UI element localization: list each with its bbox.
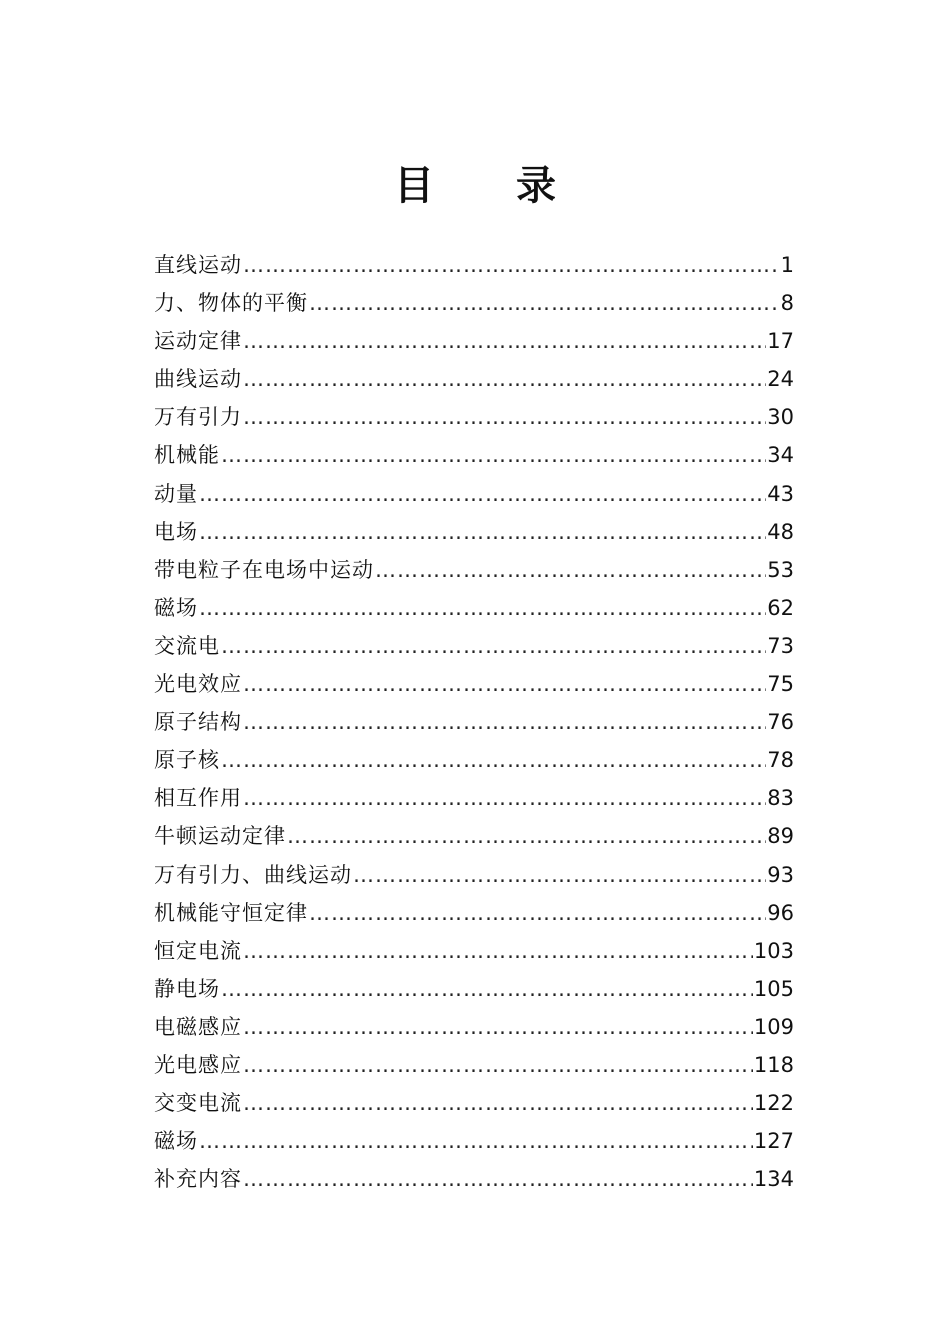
toc-page-number: 8 bbox=[780, 291, 794, 316]
toc-entry-title: 动量 bbox=[154, 481, 198, 506]
dot-leader bbox=[221, 627, 766, 665]
toc-page-number: 1 bbox=[780, 253, 794, 277]
table-of-contents bbox=[154, 246, 794, 1198]
toc-entry-title: 交变电流 bbox=[154, 1091, 242, 1116]
toc-entry-title: 光电效应 bbox=[154, 672, 242, 697]
toc-entry bbox=[154, 284, 794, 322]
toc-page-number: 122 bbox=[753, 1091, 794, 1116]
toc-entry bbox=[154, 360, 794, 398]
toc-entry-title: 相互作用 bbox=[154, 786, 242, 811]
toc-entry bbox=[154, 1084, 794, 1122]
toc-entry bbox=[154, 703, 794, 741]
toc-page-number: 127 bbox=[753, 1129, 794, 1154]
dot-leader bbox=[243, 246, 780, 284]
toc-entry bbox=[154, 970, 794, 1008]
toc-entry-title: 直线运动 bbox=[154, 253, 242, 277]
toc-entry-title: 万有引力、曲线运动 bbox=[154, 862, 352, 887]
toc-entry-title: 静电场 bbox=[154, 976, 220, 1001]
toc-entry-title: 原子结构 bbox=[154, 710, 242, 735]
toc-entry bbox=[154, 398, 794, 436]
toc-entry bbox=[154, 436, 794, 474]
dot-leader bbox=[221, 436, 766, 474]
dot-leader bbox=[199, 589, 766, 627]
toc-entry bbox=[154, 627, 794, 665]
dot-leader bbox=[199, 1122, 753, 1160]
dot-leader bbox=[243, 665, 766, 703]
toc-entry-title: 原子核 bbox=[154, 748, 220, 773]
dot-leader bbox=[243, 360, 766, 398]
toc-page-number: 43 bbox=[767, 481, 794, 506]
toc-entry-title: 力、物体的平衡 bbox=[154, 291, 308, 316]
toc-entry-title: 曲线运动 bbox=[154, 367, 242, 392]
dot-leader bbox=[243, 1084, 753, 1122]
toc-page-number: 78 bbox=[767, 748, 794, 773]
toc-entry bbox=[154, 932, 794, 970]
toc-page-number: 96 bbox=[767, 900, 794, 925]
toc-entry bbox=[154, 1122, 794, 1160]
toc-page-number: 93 bbox=[767, 862, 794, 887]
toc-entry-title: 带电粒子在电场中运动 bbox=[154, 557, 374, 582]
toc-page-number: 17 bbox=[767, 329, 794, 354]
toc-entry bbox=[154, 551, 794, 589]
toc-page-number: 134 bbox=[753, 1167, 794, 1192]
toc-page-number: 73 bbox=[767, 633, 794, 658]
toc-entry-title: 运动定律 bbox=[154, 329, 242, 354]
toc-entry bbox=[154, 475, 794, 513]
dot-leader bbox=[353, 856, 766, 894]
toc-entry-title: 交流电 bbox=[154, 633, 220, 658]
toc-entry-title: 恒定电流 bbox=[154, 938, 242, 963]
toc-entry bbox=[154, 246, 794, 284]
page-title: 目 录 bbox=[394, 163, 590, 209]
toc-entry bbox=[154, 1008, 794, 1046]
toc-page-number: 118 bbox=[753, 1052, 794, 1077]
toc-entry-title: 牛顿运动定律 bbox=[154, 824, 286, 849]
toc-page-number: 89 bbox=[767, 824, 794, 849]
toc-entry bbox=[154, 894, 794, 932]
toc-entry bbox=[154, 856, 794, 894]
dot-leader bbox=[309, 894, 766, 932]
dot-leader bbox=[375, 551, 766, 589]
toc-page-number: 109 bbox=[753, 1014, 794, 1039]
toc-entry-title: 万有引力 bbox=[154, 405, 242, 430]
dot-leader bbox=[199, 475, 766, 513]
toc-page-number: 83 bbox=[767, 786, 794, 811]
toc-entry-title: 补充内容 bbox=[154, 1167, 242, 1192]
dot-leader bbox=[243, 1008, 753, 1046]
toc-entry-title: 磁场 bbox=[154, 1129, 198, 1154]
dot-leader bbox=[243, 703, 766, 741]
dot-leader bbox=[243, 398, 766, 436]
toc-entry bbox=[154, 665, 794, 703]
dot-leader bbox=[287, 817, 766, 855]
toc-page-number: 53 bbox=[767, 557, 794, 582]
toc-page-number: 30 bbox=[767, 405, 794, 430]
toc-entry bbox=[154, 741, 794, 779]
toc-entry-title: 电场 bbox=[154, 519, 198, 544]
toc-entry bbox=[154, 1160, 794, 1198]
dot-leader bbox=[309, 284, 780, 322]
toc-page-number: 62 bbox=[767, 595, 794, 620]
toc-entry-title: 机械能守恒定律 bbox=[154, 900, 308, 925]
toc-entry bbox=[154, 1046, 794, 1084]
toc-entry bbox=[154, 322, 794, 360]
toc-page-number: 103 bbox=[753, 938, 794, 963]
dot-leader bbox=[243, 322, 766, 360]
dot-leader bbox=[243, 779, 766, 817]
dot-leader bbox=[221, 741, 766, 779]
toc-page-number: 48 bbox=[767, 519, 794, 544]
toc-page-number: 75 bbox=[767, 672, 794, 697]
toc-page-number: 34 bbox=[767, 443, 794, 468]
dot-leader bbox=[199, 513, 766, 551]
toc-entry-title: 电磁感应 bbox=[154, 1014, 242, 1039]
toc-page-number: 24 bbox=[767, 367, 794, 392]
dot-leader bbox=[243, 1160, 753, 1198]
dot-leader bbox=[243, 932, 753, 970]
toc-entry bbox=[154, 779, 794, 817]
toc-page-number: 105 bbox=[753, 976, 794, 1001]
toc-entry-title: 光电感应 bbox=[154, 1052, 242, 1077]
toc-entry-title: 磁场 bbox=[154, 595, 198, 620]
dot-leader bbox=[221, 970, 753, 1008]
dot-leader bbox=[243, 1046, 753, 1084]
toc-entry bbox=[154, 589, 794, 627]
toc-entry bbox=[154, 513, 794, 551]
toc-page-number: 76 bbox=[767, 710, 794, 735]
toc-entry bbox=[154, 817, 794, 855]
toc-entry-title: 机械能 bbox=[154, 443, 220, 468]
